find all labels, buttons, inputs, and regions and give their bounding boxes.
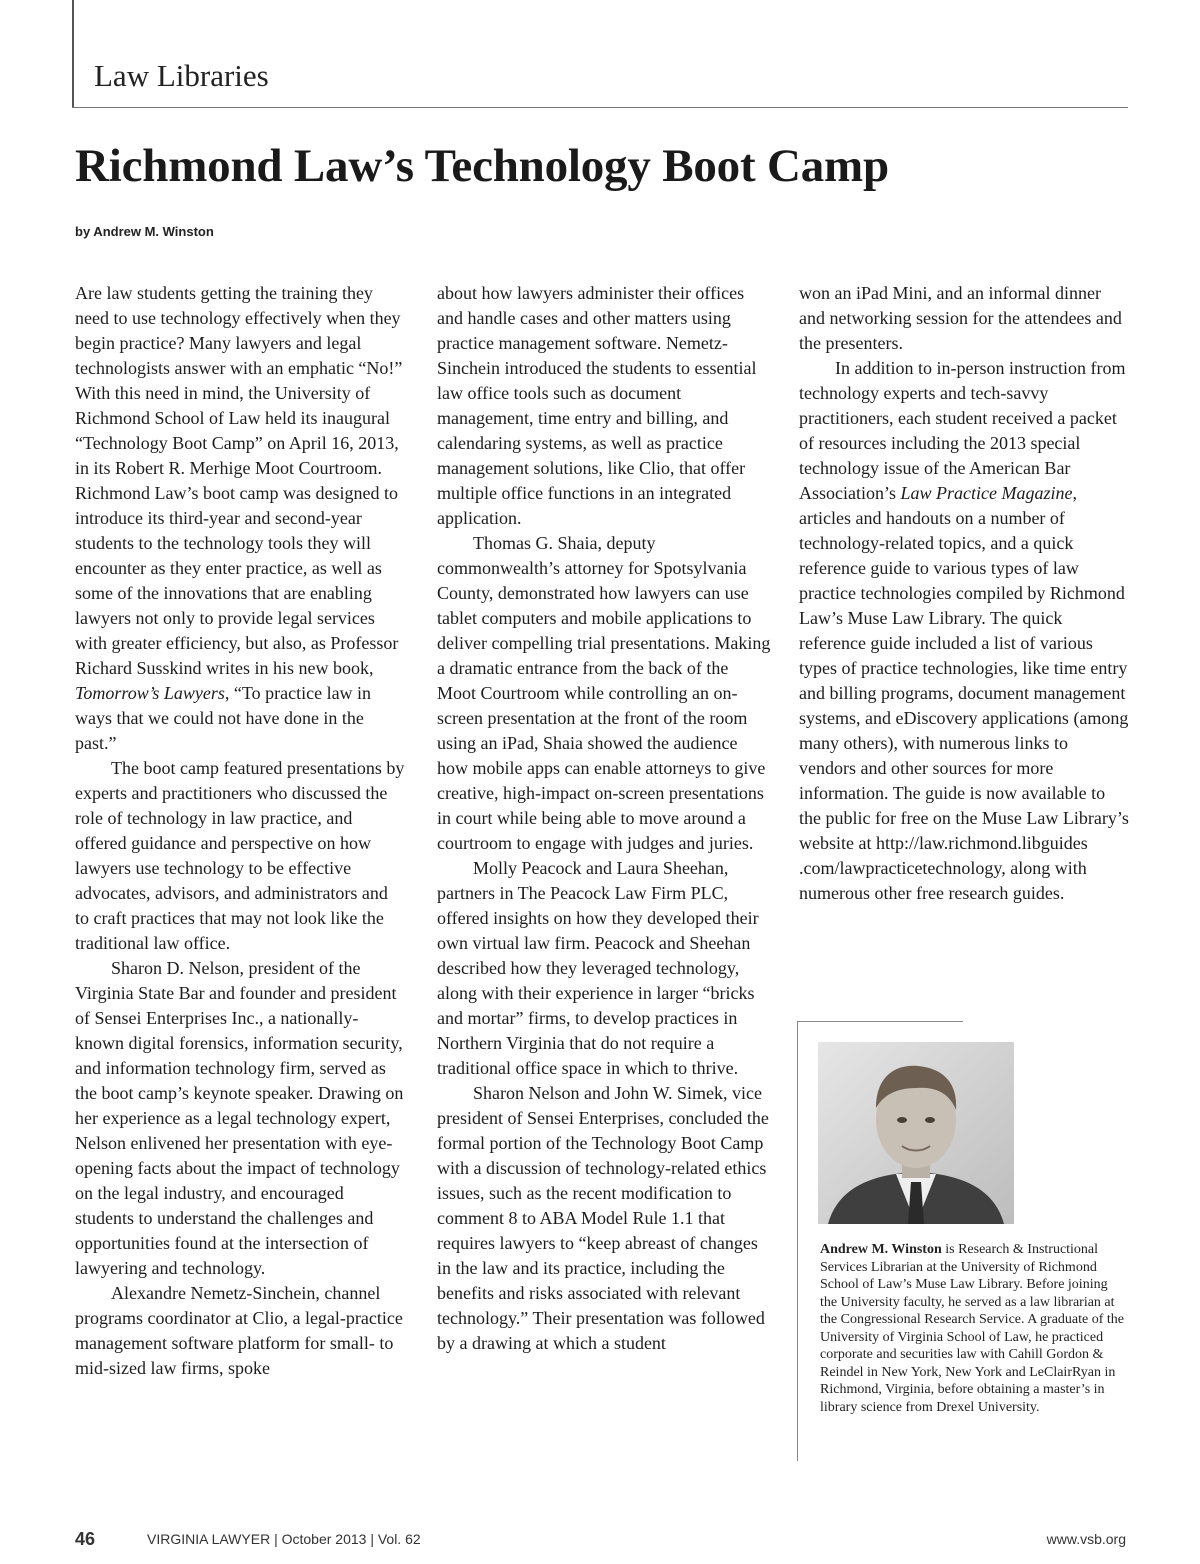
author-portrait-icon [818,1042,1014,1224]
author-bio [820,1241,1125,1416]
header-vertical-rule [72,0,74,108]
article-column-2 [437,281,771,1356]
paragraph-intro: Are law students getting the training they need to use technology effectively when they begin practice? Many lawyers and legal technologists answer with an emphatic “No!” With this need in mind, the University of Richmond School of Law held its inaugural “Technology Boot Camp” on April 16, 2013, in its Robert R. Merhige Moot Courtroom. Richmond Law’s boot camp was designed to introduce its third-year and second-year students to the technology tools they will encounter as they enter practice, as well as some of the innovations that are enabling lawyers not only to provide legal services with greater efficiency, but also, as Professor Richard Susskind writes in his new book, Tomorrow’s Lawyers, “To practice law in ways that we could not have done in the past.” [75,283,403,753]
author-photo [818,1042,1014,1224]
bio-box-left-rule [797,1021,798,1461]
article-byline: by Andrew M. Winston [75,224,214,239]
article-column-1 [75,281,405,1381]
magazine-title: Law Practice Magazine [900,483,1073,503]
page-footer [75,1527,1126,1551]
page-number: 46 [75,1529,96,1549]
publication-info: VIRGINIA LAWYER | October 2013 | Vol. 62 [147,1531,421,1547]
paragraph-continued: about how lawyers administer their offices and handle cases and other matters using practice management software. Nemetz-Sinchein introduced the students to essential law office tools such as document management, time entry and billing, and calendaring systems, as well as practice management solutions, like Clio, that offer multiple office functions in an integrated application. [437,283,757,528]
paragraph-drawing: won an iPad Mini, and an informal dinner and networking session for the attendees and the presenters. [799,283,1122,353]
article-title: Richmond Law’s Technology Boot Camp [75,140,889,192]
paragraph-simek: Sharon Nelson and John W. Simek, vice president of Sensei Enterprises, concluded the formal portion of the Technology Boot Camp with a discussion of technology-related ethics issues, such as the recent modification to comment 8 to ABA Model Rule 1.1 that requires lawyers to “keep abreast of changes in the law and its practice, including the benefits and risks associated with relevant technology.” Their presentation was followed by a drawing at which a student [437,1083,769,1353]
paragraph-boot-camp: The boot camp featured presentations by experts and practitioners who discussed the role of technology in law practice, and offered guidance and perspective on how lawyers use technology to be effective advocates, advisors, and administrators and to craft practices that may not look like the traditional law office. [75,758,405,953]
paragraph-nelson: Sharon D. Nelson, president of the Virginia State Bar and founder and president of Sensei Enterprises Inc., a nationally-known digital forensics, information security, and information technology firm, served as the boot camp’s keynote speaker. Drawing on her experience as a legal technology expert, Nelson enlivened her presentation with eye-opening facts about the impact of technology on the legal industry, and encouraged students to understand the challenges and opportunities found at the intersection of lawyering and technology. [75,958,404,1278]
author-bio-text: is Research & Instructional Services Librarian at the University of Richmond School of Law’s Muse Law Library. Before joining the University faculty, he served as a law librarian at the Congressional Research Service. A graduate of the University of Virginia School of Law, he practiced corporate and securities law with Cahill Gordon & Reindel in New York, New York and LeClairRyan in Richmond, Virginia, before obtaining a master’s in library science from Drexel University. [820,1242,1125,1415]
website-url: www.vsb.org [1046,1531,1126,1547]
author-name: Andrew M. Winston [820,1242,942,1257]
section-label: Law Libraries [94,58,269,93]
bio-box-top-rule [797,1021,963,1022]
paragraph-resources: In addition to in-person instruction from technology experts and tech-savvy practitioners, each student received a packet of resources including the 2013 special technology issue of the American Bar Association’s Law Practice Magazine, articles and handouts on a number of technology-related topics, and a quick reference guide to various types of law practice technologies compiled by Richmond Law’s Muse Law Library. The quick reference guide included a list of various types of practice technologies, like time entry and billing programs, document management systems, and eDiscovery applications (among many others), with numerous links to vendors and other sources for more information. The guide is now available to the public for free on the Muse Law Library’s website at http://law.richmond.libguides .com/lawpracticetechnology, along with numerous other free research guides. [799,358,1129,903]
article-column-3 [799,281,1129,906]
header-horizontal-rule [72,107,1128,108]
paragraph-nemetz-sinchein: Alexandre Nemetz-Sinchein, channel programs coordinator at Clio, a legal-practice management software platform for small- to mid-sized law firms, spoke [75,1283,403,1378]
book-title: Tomorrow’s Lawyers [75,683,225,703]
paragraph-shaia: Thomas G. Shaia, deputy commonwealth’s attorney for Spotsylvania County, demonstrated how lawyers can use tablet computers and mobile applications to deliver compelling trial presentations. Making a dramatic entrance from the back of the Moot Courtroom while controlling an on-screen presentation at the front of the room using an iPad, Shaia showed the audience how mobile apps can enable attorneys to give creative, high-impact on-screen presentations in court while being able to move around a courtroom to engage with judges and juries. [437,533,771,853]
paragraph-peacock: Molly Peacock and Laura Sheehan, partners in The Peacock Law Firm PLC, offered insights on how they developed their own virtual law firm. Peacock and Sheehan described how they leveraged technology, along with their experience in larger “bricks and mortar” firms, to develop practices in Northern Virginia that do not require a traditional office space in which to thrive. [437,858,759,1078]
